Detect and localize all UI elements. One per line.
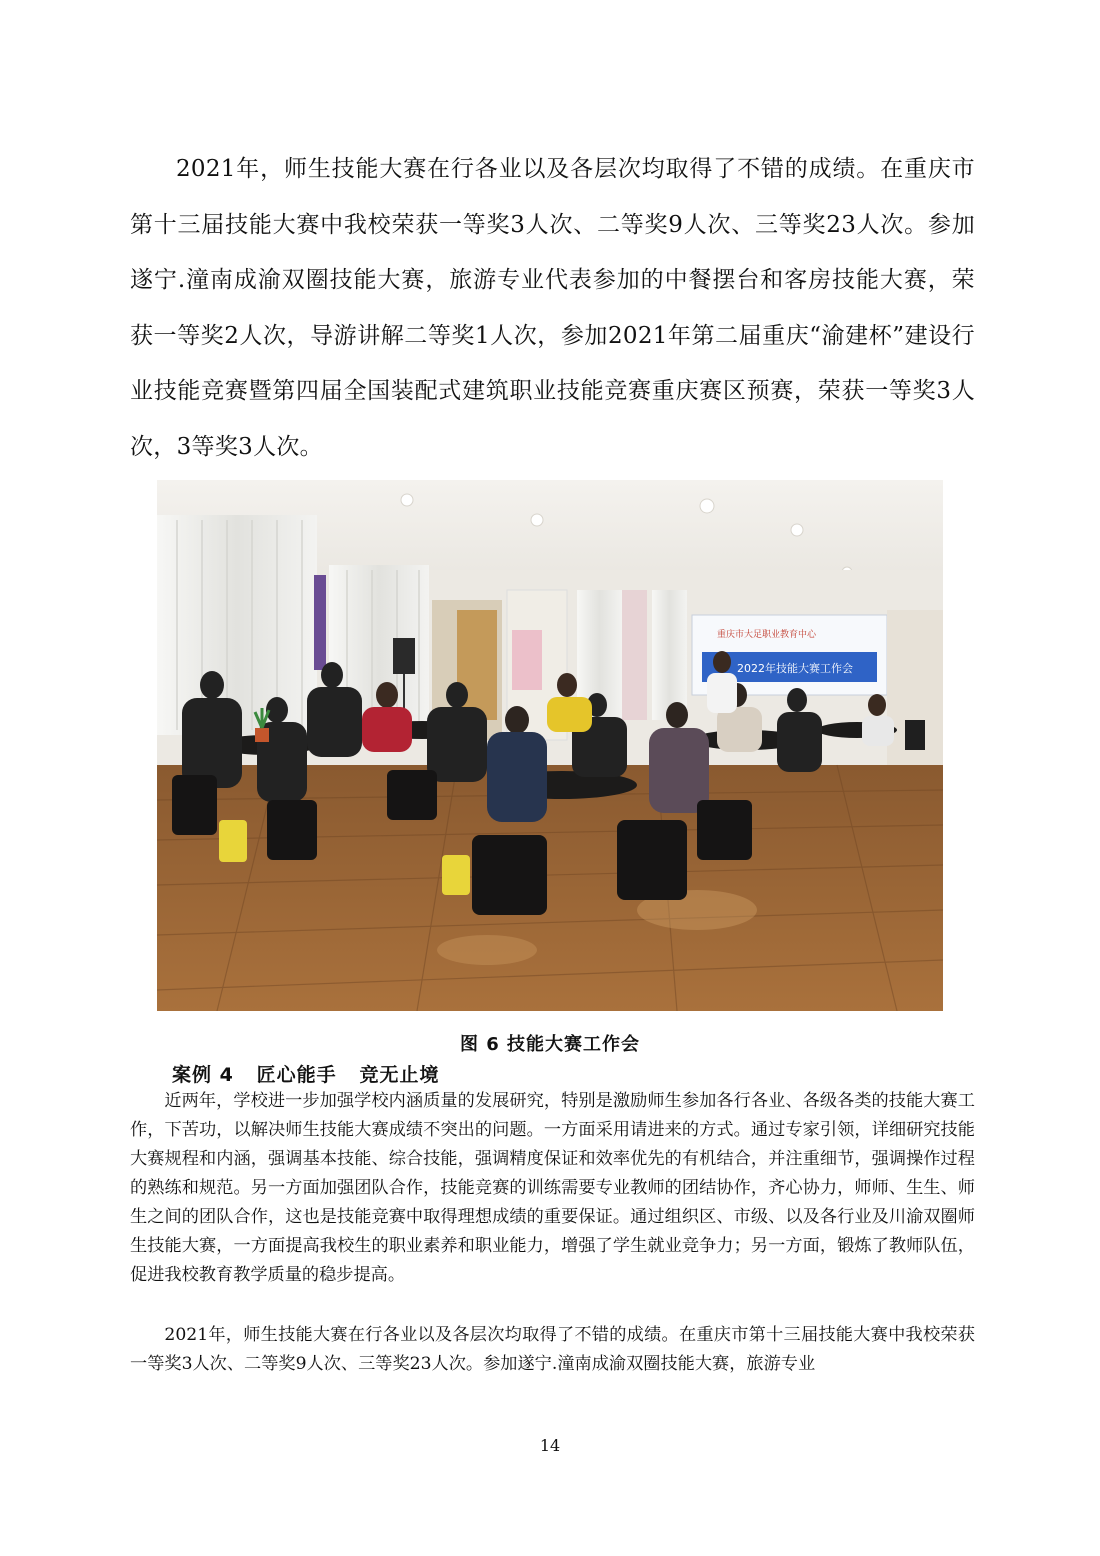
figure-caption: 图 6 技能大赛工作会: [459, 1034, 641, 1055]
photo-skills-meeting: [157, 480, 943, 1011]
page-number: 14: [539, 1436, 561, 1455]
paragraph-achievements-2021: 2021年，师生技能大赛在行各业以及各层次均取得了不错的成绩。在重庆市第十三届技能大赛中我校荣获一等奖3人次、二等奖9人次、三等奖23人次。参加遂宁.潼南成渝双圈技能大赛，旅游专业代表参加的中餐摆台和客房技能大赛，荣获一等奖2人次，导游讲解二等奖1人次，参加2021年第二届重庆“渝建杯”建设行业技能竞赛暨第四届全国装配式建筑职业技能竞赛重庆赛区预赛，荣获一等奖3人次，3等奖3人次。: [130, 156, 975, 460]
screen-text-line-2: 2022年技能大赛工作会: [737, 662, 853, 675]
case-heading: 案例 4 匠心能手 竞无止境: [172, 1064, 440, 1086]
paragraph-case-description: 近两年，学校进一步加强学校内涵质量的发展研究，特别是激励师生参加各行各业、各级各类的技能大赛工作，下苦功，以解决师生技能大赛成绩不突出的问题。一方面采用请进来的方式。通过专家引领，详细研究技能大赛规程和内涵，强调基本技能、综合技能，强调精度保证和效率优先的有机结合，并注重细节，强调操作过程的熟练和规范。另一方面加强团队合作，技能竞赛的训练需要专业教师的团结协作，齐心协力，师师、生生、师生之间的团队合作，这也是技能竞赛中取得理想成绩的重要保证。通过组织区、市级、以及各行业及川渝双圈师生技能大赛，一方面提高我校生的职业素养和职业能力，增强了学生就业竞争力；另一方面，锻炼了教师队伍，促进我校教育教学质量的稳步提高。: [130, 1091, 975, 1285]
screen-text-line-1: 重庆市大足职业教育中心: [717, 630, 817, 640]
paragraph-achievements-repeat: 2021年，师生技能大赛在行各业以及各层次均取得了不错的成绩。在重庆市第十三届技能大赛中我校荣获一等奖3人次、二等奖9人次、三等奖23人次。参加遂宁.潼南成渝双圈技能大赛，旅游专业: [130, 1325, 975, 1374]
